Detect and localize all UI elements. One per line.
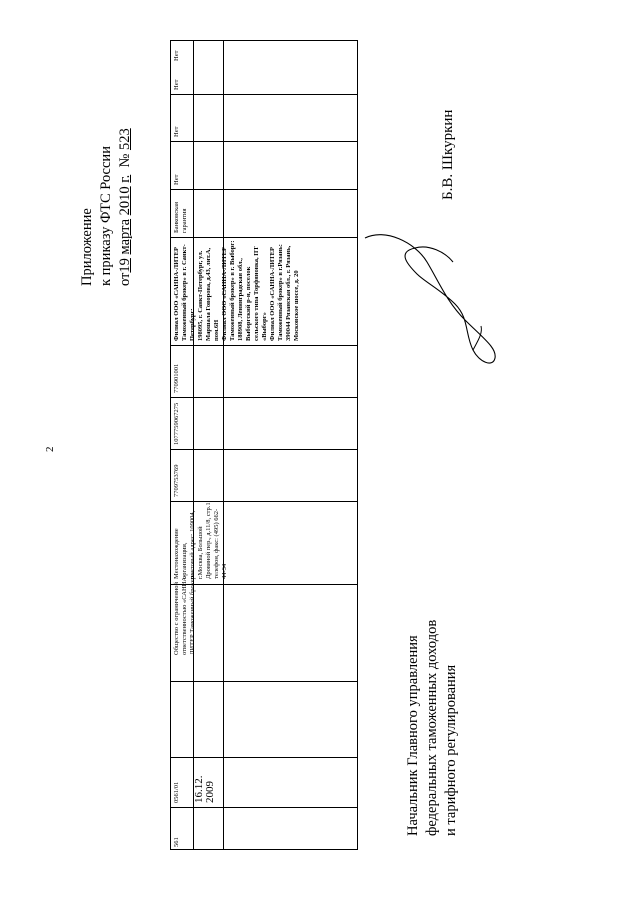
row-divider xyxy=(171,345,357,346)
row-divider xyxy=(171,94,357,95)
organization-name: Общество с ограниченной ответственностью «САННА-ЛИТЕР Таможенный брокер» xyxy=(173,572,196,655)
row-divider xyxy=(171,681,357,682)
column-divider xyxy=(193,41,194,849)
row-divider xyxy=(171,189,357,190)
row-divider xyxy=(171,584,357,585)
row-divider xyxy=(171,397,357,398)
organization-location: Местонахождение организации, почтовый адрес: 109004, г.Москва, Большой Дровяной пер., д.11/8, стр.1 телефон, факс: (495) 662-44-34 xyxy=(173,502,228,579)
ogrn-value: 1077759067275 xyxy=(173,402,180,445)
status-cell-a: Нет xyxy=(173,174,180,185)
guarantee-type: Банковская гарантия xyxy=(173,201,188,233)
kpp-value: 770901001 xyxy=(173,363,180,393)
row-divider xyxy=(171,449,357,450)
status-cell-c: Нет xyxy=(173,79,180,90)
registration-number: 0561/01 xyxy=(173,781,180,803)
order-month: марта xyxy=(117,218,133,255)
order-number: 523 xyxy=(117,128,133,151)
branch-list: Филиал ООО «САННА-ЛИТЕР Таможенный брокер» в г. Санкт-Петербург: 198095, г. Санкт-Петербург, ул. Маршала Говорова, д.43, лит.А, пом.6Н Филиал ООО «САННА-ЛИТЕР Таможенный брокер» в г. Выборг: 188908, Ленинградская обл., Выборгский р-н, поселок сельского типа Торфяновка, ПТ «Выборг» Филиал ООО «САННА-ЛИТЕР Таможенный брокер» в г.Рязань: 390044 Рязанская обл., г. Рязань, Московское шоссе, д. 20 xyxy=(173,240,300,341)
inn-value: 7709753769 xyxy=(173,464,180,497)
row-number: 561 xyxy=(173,837,180,847)
order-day: 19 xyxy=(117,258,133,273)
status-cell-d: Нет xyxy=(173,50,180,61)
registration-date: 16.12. 2009 xyxy=(193,775,216,803)
status-cell-b: Нет xyxy=(173,126,180,137)
order-year: 2010 xyxy=(117,186,133,216)
appendix-order-ref: к приказу ФТС России xyxy=(98,146,114,286)
appendix-header xyxy=(78,128,135,286)
signatory-title: Начальник Главного управления федеральных таможенных доходов и тарифного регулирования xyxy=(405,619,459,836)
registry-table xyxy=(170,40,358,850)
row-divider xyxy=(171,807,357,808)
signatory-name: Б.В. Шкуркин xyxy=(440,109,456,200)
appendix-order-date: от19 марта 2010 г. № 523 xyxy=(117,128,133,286)
row-divider xyxy=(171,141,357,142)
handwritten-signature xyxy=(355,222,515,382)
page-number: 2 xyxy=(44,446,56,452)
appendix-title: Приложение xyxy=(79,208,95,286)
column-divider xyxy=(223,41,224,849)
